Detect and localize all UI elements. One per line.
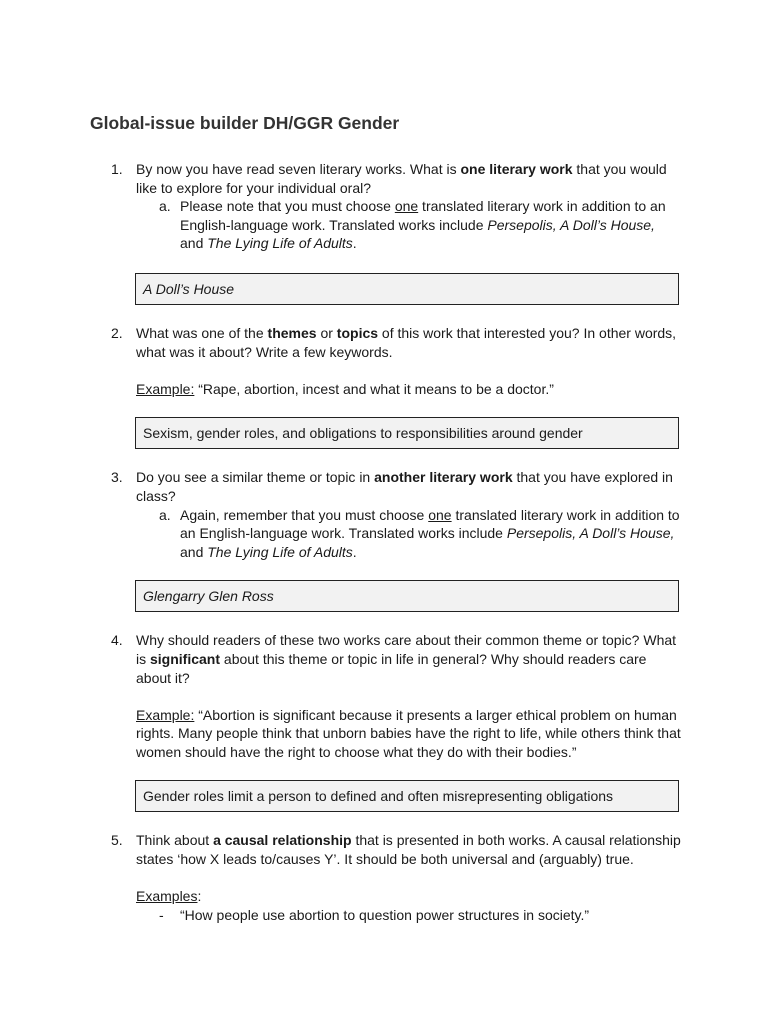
question-text: Think about a causal relationship that is presented in both works. A causal relationship states ‘how X leads to/causes Y’. It should be both universal and (arguably) true.	[136, 832, 681, 868]
example-text: Example: “Abortion is significant because it presents a larger ethical problem on human rights. Many people think that unborn babies have the right to life, while others think that women should have the right to choose what they do with their bodies.”	[136, 706, 681, 760]
question-number: 4.	[111, 632, 123, 649]
question-4	[0, 631, 768, 761]
sub-item	[159, 197, 681, 253]
question-text: Why should readers of these two works care about their common theme or topic? What is significant about this theme or topic in life in general? Why should readers care about it?	[136, 632, 677, 686]
question-body	[136, 631, 681, 761]
question-number: 2.	[111, 324, 123, 341]
question-number: 3.	[111, 469, 123, 486]
question-body	[136, 160, 681, 253]
sub-item-text: Again, remember that you must choose one translated literary work in addition to an English-language work. Translated works include Persepolis, A Doll’s House, and The Lying Life of Adults.	[180, 506, 680, 560]
question-list	[0, 160, 768, 924]
question-text: What was one of the themes or topics of this work that interested you? In other words, what was it about? Write a few keywords.	[136, 324, 677, 360]
question-text: Do you see a similar theme or topic in another literary work that you have explored in class?	[136, 469, 673, 504]
bullet-item	[159, 906, 681, 925]
examples-label: Examples:	[136, 888, 202, 905]
sub-item-marker: a.	[159, 506, 171, 523]
document-title: Global-issue builder DH/GGR Gender	[90, 113, 400, 133]
answer-box-2[interactable]: Sexism, gender roles, and obligations to responsibilities around gender	[135, 417, 679, 449]
answer-box-4[interactable]: Gender roles limit a person to defined and often misrepresenting obligations	[135, 780, 679, 812]
question-3	[0, 468, 768, 561]
question-body	[136, 468, 681, 561]
question-number: 5.	[111, 832, 123, 849]
answer-box-1[interactable]: A Doll’s House	[135, 273, 679, 305]
bullet-text: “How people use abortion to question power structures in society.”	[180, 906, 590, 923]
question-1	[0, 160, 768, 253]
question-2	[0, 324, 768, 398]
question-text: By now you have read seven literary works. What is one literary work that you would like to explore for your individual oral?	[136, 161, 667, 196]
sub-item-text: Please note that you must choose one translated literary work in addition to an English-language work. Translated works include Persepolis, A Doll’s House, and The Lying Life of Adults.	[180, 198, 666, 252]
sub-item-marker: a.	[159, 198, 171, 215]
question-5	[0, 831, 768, 924]
question-number: 1.	[111, 161, 123, 177]
sub-item	[159, 506, 681, 562]
question-body	[136, 831, 681, 924]
example-text: Example: “Rape, abortion, incest and what it means to be a doctor.”	[136, 380, 554, 397]
question-body	[136, 324, 681, 398]
bullet-marker: -	[159, 906, 164, 923]
answer-box-3[interactable]: Glengarry Glen Ross	[135, 580, 679, 612]
